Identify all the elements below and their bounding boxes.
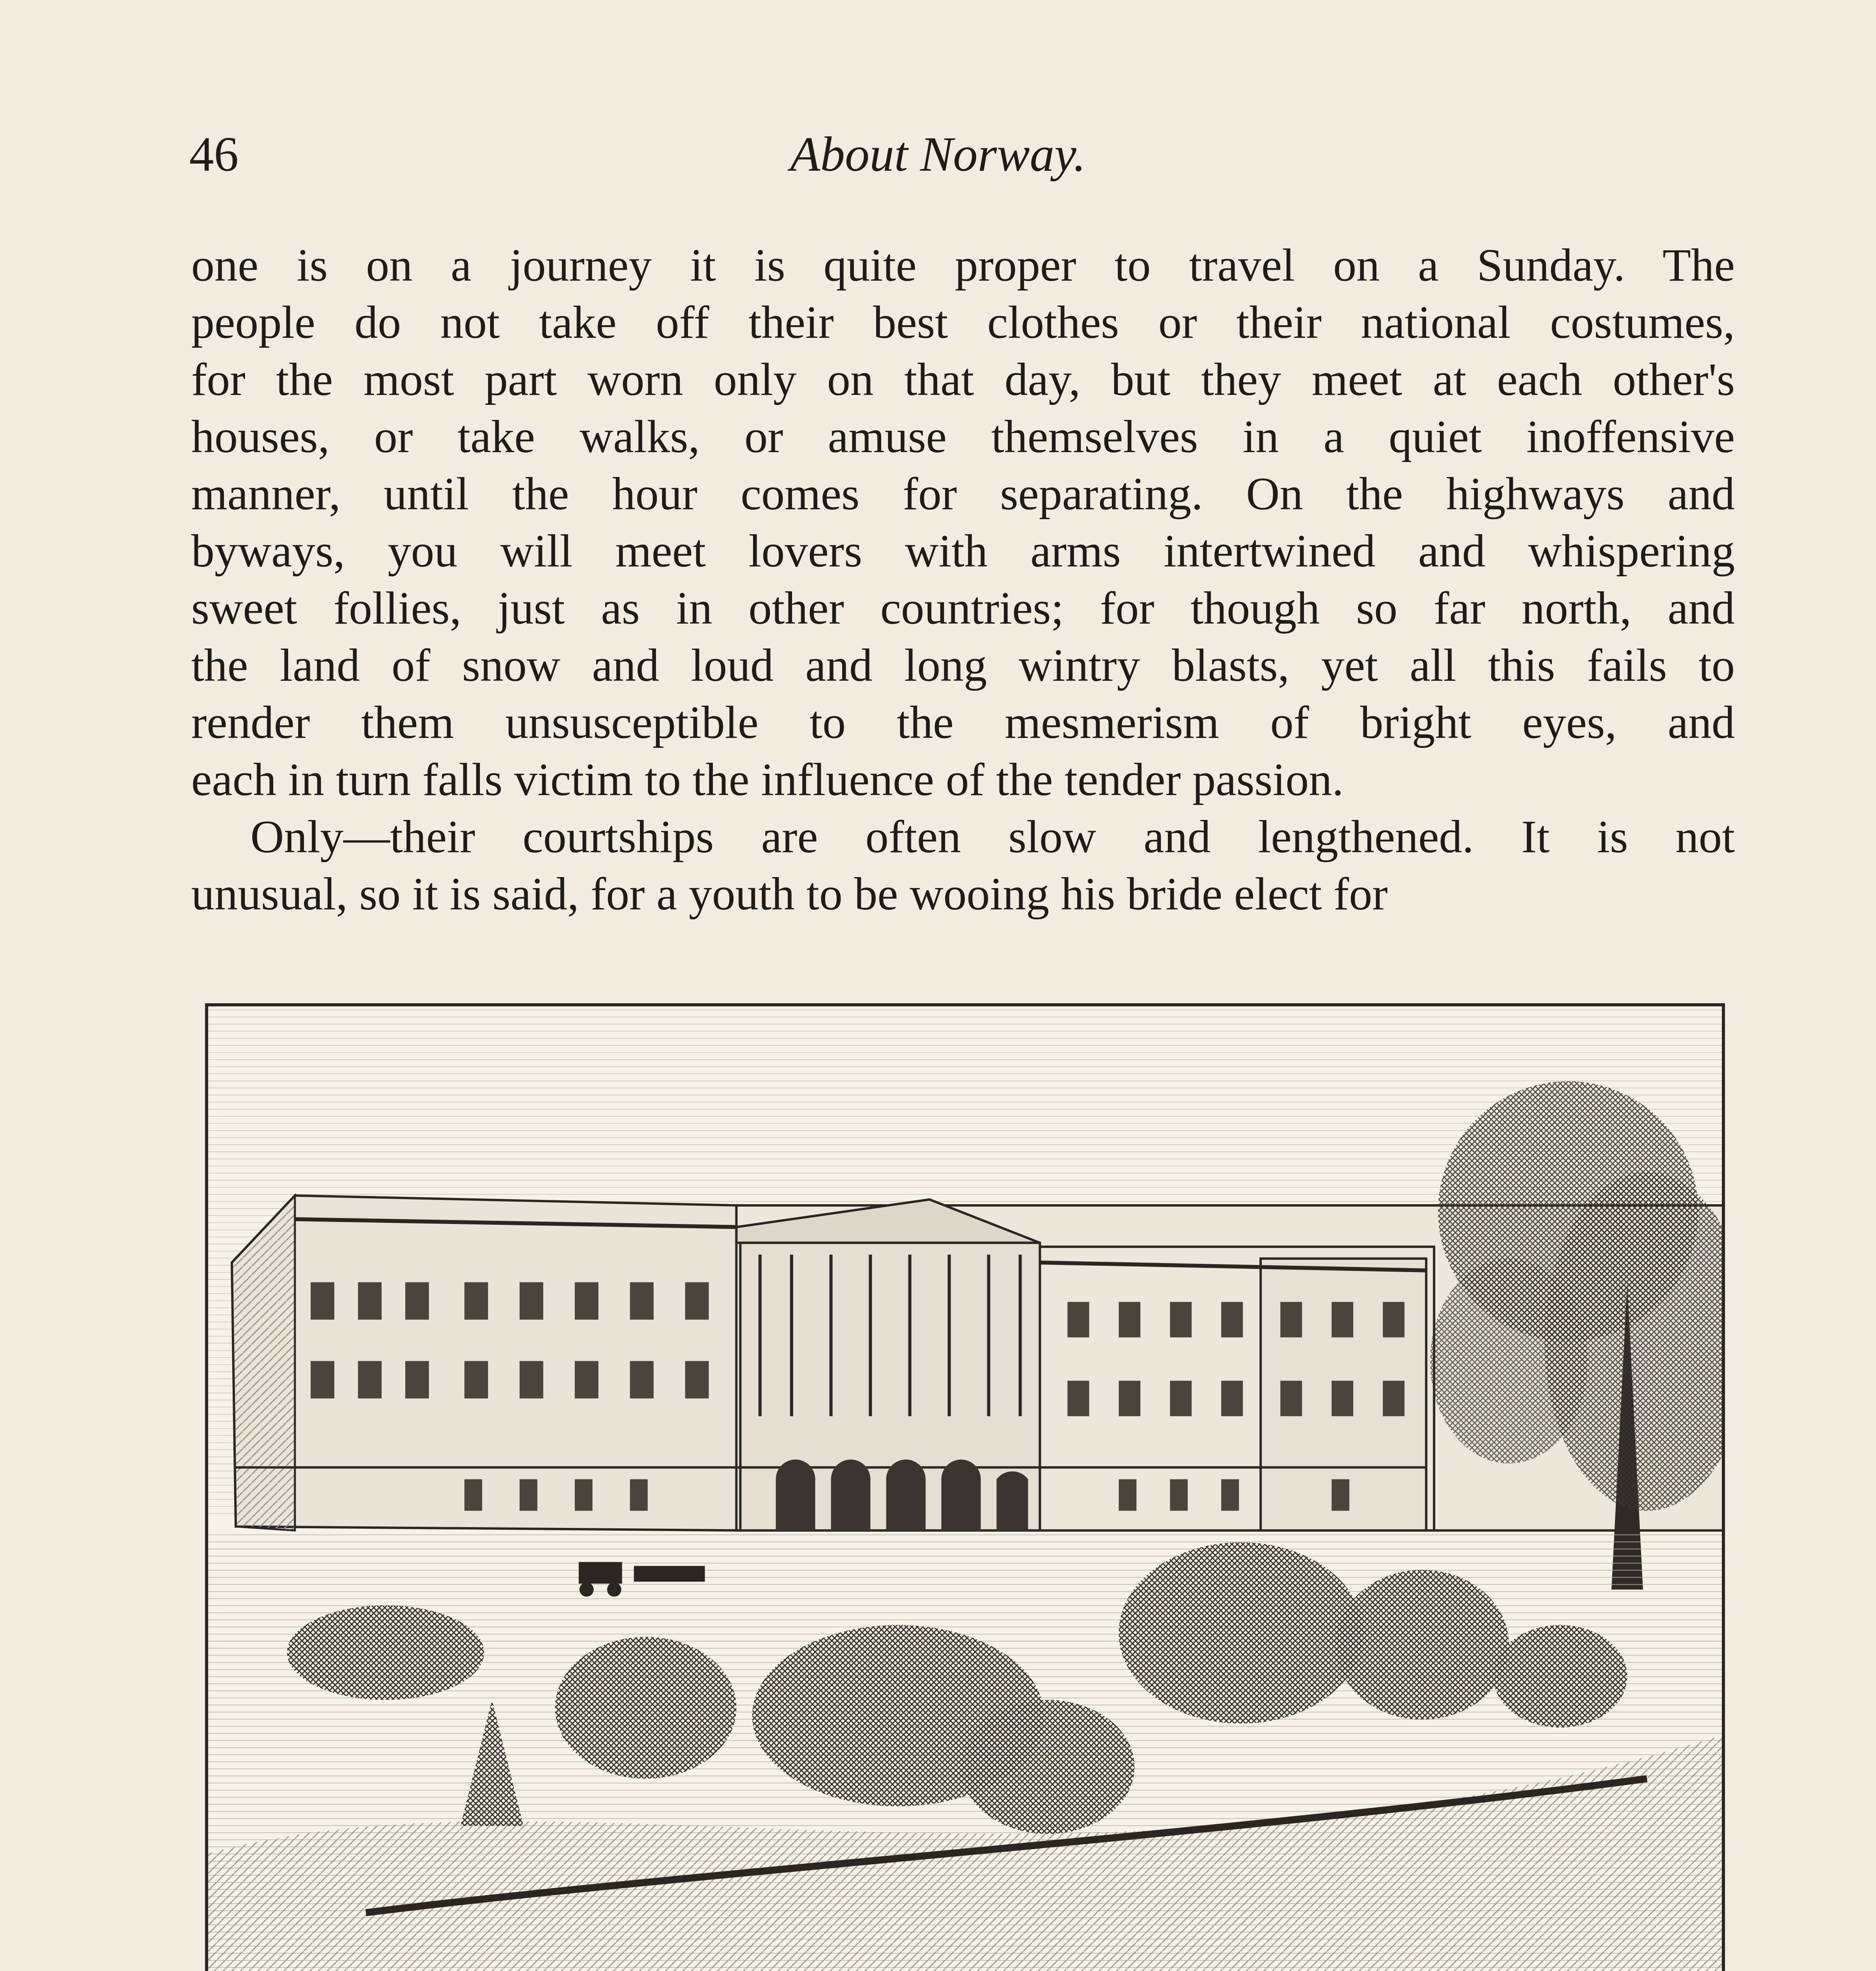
text-line: one is on a journey it is quite proper to travel on a Sunday. The — [191, 239, 1735, 291]
paragraph — [191, 808, 1735, 922]
text-line: houses, or take walks, or amuse themselves in a quiet inoffensive — [191, 411, 1735, 462]
text-line: unusual, so it is said, for a youth to be wooing his bride elect for — [191, 868, 1388, 920]
text-line: people do not take off their best clothes or their national costumes, — [191, 296, 1735, 348]
body-text-top — [191, 237, 1735, 922]
text-line: Only—their courtships are often slow and lengthened. It is not — [250, 811, 1735, 863]
page-number: 46 — [189, 127, 239, 182]
text-line: each in turn falls victim to the influence of the tender passion. — [191, 754, 1344, 805]
text-line: for the most part worn only on that day, but they meet at each other's — [191, 354, 1735, 405]
paragraph — [191, 237, 1735, 808]
text-line: the land of snow and loud and long wintry blasts, yet all this fails to — [191, 639, 1735, 691]
text-line: manner, until the hour comes for separating. On the highways and — [191, 468, 1735, 520]
running-title: About Norway. — [790, 127, 1086, 182]
illustration-winter-palace — [205, 1003, 1725, 1971]
text-line: byways, you will meet lovers with arms intertwined and whispering — [191, 525, 1735, 577]
text-line: sweet follies, just as in other countries; for though so far north, and — [191, 582, 1735, 634]
engraving-image — [208, 1006, 1722, 1971]
text-line: render them unsusceptible to the mesmerism of bright eyes, and — [191, 697, 1735, 748]
